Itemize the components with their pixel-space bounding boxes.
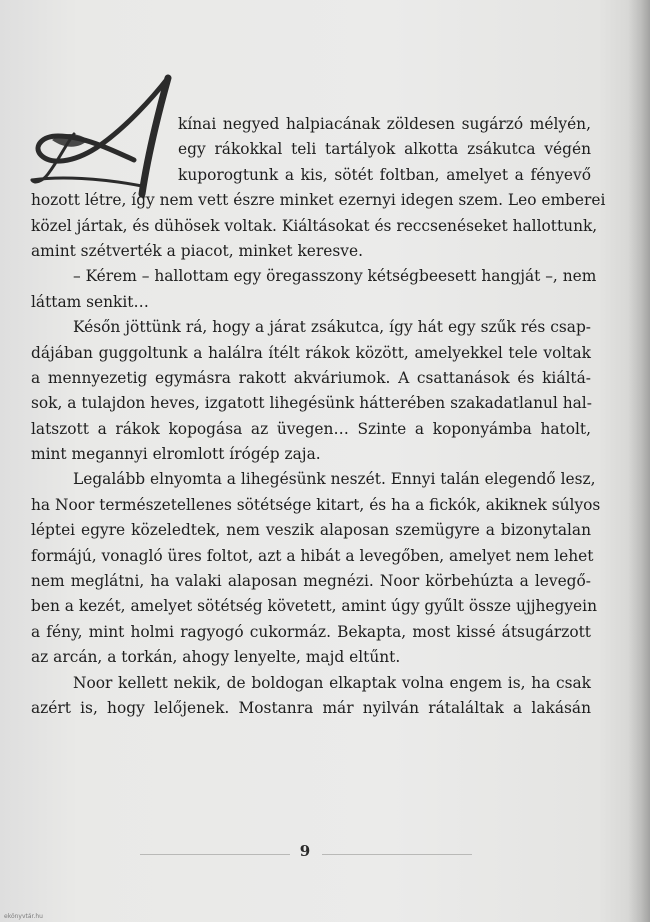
text-line: ben a kezét, amelyet sötétség követett, amint úgy gyűlt össze ujjhegyein [31, 597, 597, 616]
text-line: közel jártak, és dühösek voltak. Kiáltásokat és reccsenéseket hallottunk, [31, 216, 598, 235]
watermark: ekönyvtár.hu [4, 913, 43, 920]
text-line: amint szétverték a piacot, minket keresve. [31, 241, 363, 260]
text-line: Későn jöttünk rá, hogy a járat zsákutca, így hát egy szűk rés csap- [73, 318, 591, 337]
text-line: nem meglátni, ha valaki alaposan megnézi. Noor körbehúzta a levegő- [31, 572, 591, 591]
text-line: – Kérem – hallottam egy öregasszony kétségbeesett hangját –, nem [73, 267, 597, 286]
text-line: ha Noor természetellenes sötétsége kitart, és ha a fickók, akiknek súlyos [31, 495, 601, 514]
text-line: léptei egyre közeledtek, nem veszik alaposan szemügyre a bizonytalan [31, 521, 591, 540]
text-line: a mennyezetig egymásra rakott akváriumok. A csattanások és kiáltá- [31, 368, 591, 387]
text-line: a fény, mint holmi ragyogó cukormáz. Bekapta, most kissé átsugárzott [31, 622, 591, 641]
text-line: kuporogtunk a kis, sötét foltban, amelyet a fényevő [178, 165, 591, 184]
text-line: egy rákokkal teli tartályok alkotta zsákutca végén [178, 140, 591, 159]
text-line: mint megannyi elromlott írógép zaja. [31, 445, 321, 464]
text-line: latszott a rákok kopogása az üvegen… Szinte a koponyámba hatolt, [31, 419, 591, 438]
body-text [31, 112, 606, 721]
text-line: formájú, vonagló üres foltot, azt a hibát a levegőben, amelyet nem lehet [31, 546, 594, 565]
text-line: dájában guggoltunk a halálra ítélt rákok között, amelyekkel tele voltak [31, 343, 591, 362]
text-line: hozott létre, így nem vett észre minket ezernyi idegen szem. Leo emberei [31, 191, 606, 210]
text-line: Legalább elnyomta a lihegésünk neszét. Ennyi talán elegendő lesz, [73, 470, 596, 489]
text-line: láttam senkit… [31, 292, 149, 311]
page-number: 9 [299, 842, 311, 860]
page-gutter-shadow [628, 0, 650, 922]
text-line: Noor kellett nekik, de boldogan elkaptak volna engem is, ha csak [73, 673, 591, 692]
text-line: kínai negyed halpiacának zöldesen sugárzó mélyén, [178, 115, 591, 133]
text-line: azért is, hogy lelőjenek. Mostanra már nyilván rátaláltak a lakásán [31, 698, 591, 717]
text-line: az arcán, a torkán, ahogy lenyelte, majd eltűnt. [31, 648, 401, 667]
folio-rule-right [322, 854, 472, 855]
text-line: sok, a tulajdon heves, izgatott lihegésünk hátterében szakadatlanul hal- [31, 394, 592, 413]
